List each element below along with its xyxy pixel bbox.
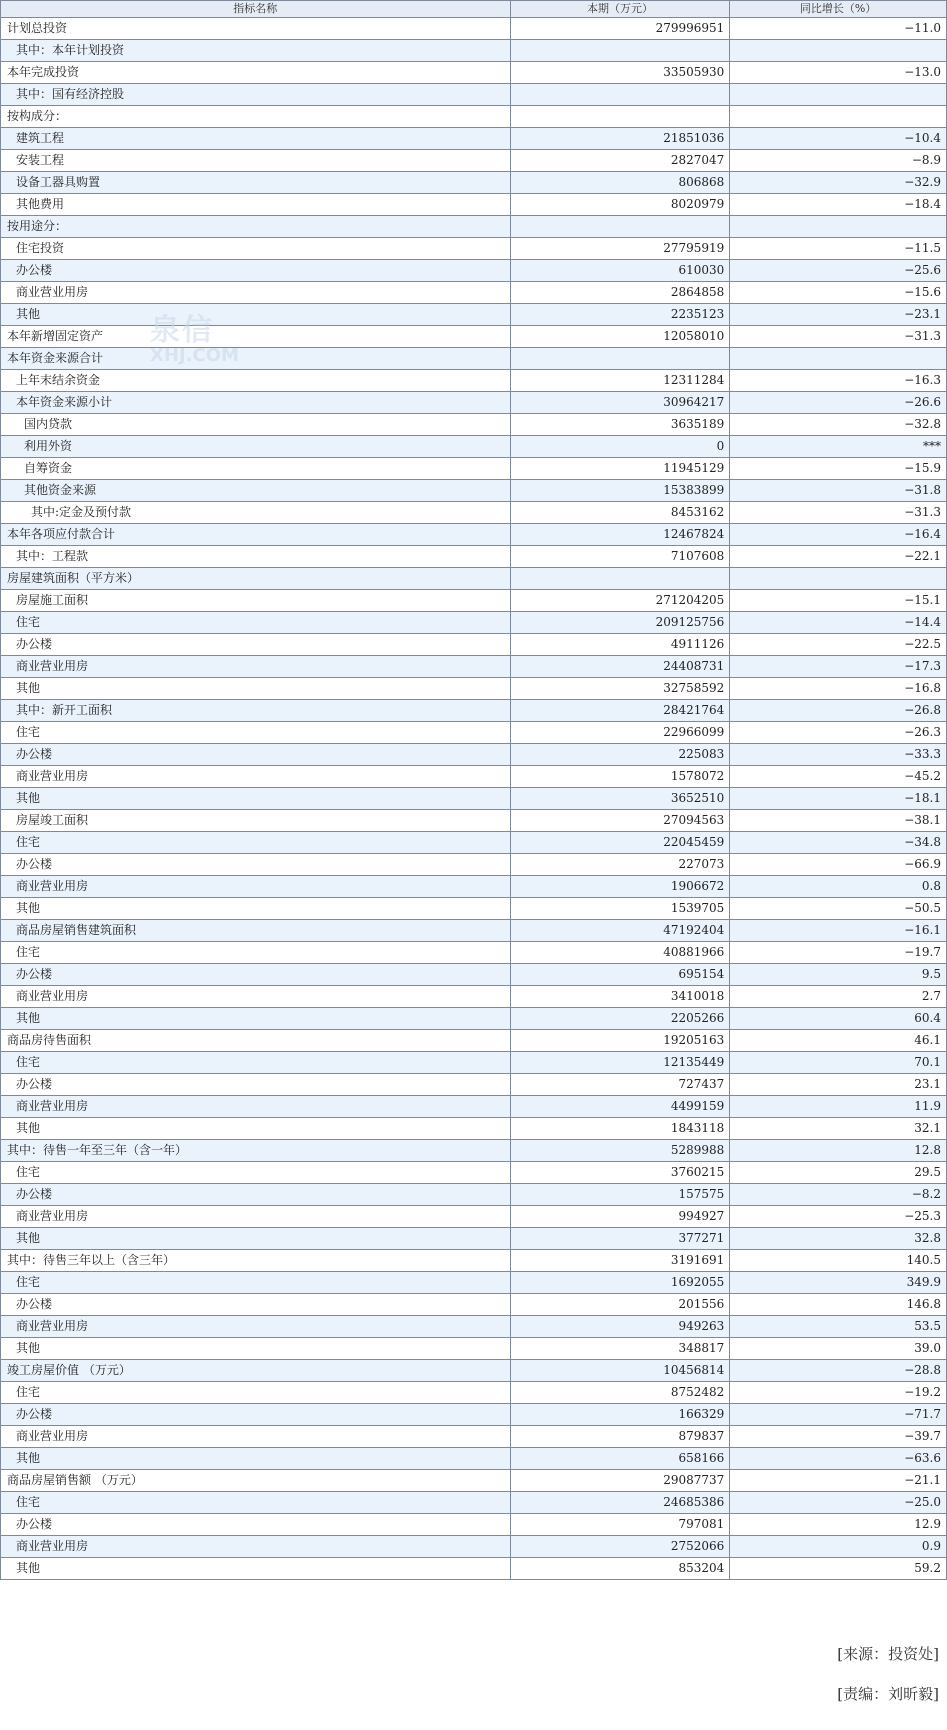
row-current-value: 12311284 <box>510 370 730 392</box>
row-yoy-growth: −15.1 <box>730 590 947 612</box>
row-yoy-growth: −11.0 <box>730 18 947 40</box>
row-yoy-growth: −31.3 <box>730 502 947 524</box>
table-row <box>1 62 947 84</box>
row-yoy-growth: −8.9 <box>730 150 947 172</box>
row-current-value: 8752482 <box>510 1382 730 1404</box>
row-indicator-name: 其中:定金及预付款 <box>1 502 511 524</box>
editor-note: [责编：刘昕毅] <box>837 1685 939 1703</box>
row-yoy-growth: −26.6 <box>730 392 947 414</box>
table-row <box>1 1492 947 1514</box>
table-row <box>1 766 947 788</box>
row-yoy-growth: −8.2 <box>730 1184 947 1206</box>
row-indicator-name: 其他 <box>1 1118 511 1140</box>
table-row <box>1 128 947 150</box>
table-row <box>1 1118 947 1140</box>
row-yoy-growth: −15.9 <box>730 458 947 480</box>
row-yoy-growth: −66.9 <box>730 854 947 876</box>
row-current-value: 271204205 <box>510 590 730 612</box>
row-yoy-growth: −21.1 <box>730 1470 947 1492</box>
table-row <box>1 106 947 128</box>
row-current-value <box>510 84 730 106</box>
row-yoy-growth: 12.9 <box>730 1514 947 1536</box>
table-row <box>1 810 947 832</box>
row-indicator-name: 住宅 <box>1 1052 511 1074</box>
table-row <box>1 1206 947 1228</box>
row-current-value: 279996951 <box>510 18 730 40</box>
row-yoy-growth: 70.1 <box>730 1052 947 1074</box>
row-yoy-growth: −16.8 <box>730 678 947 700</box>
table-row <box>1 282 947 304</box>
row-indicator-name: 住宅 <box>1 832 511 854</box>
row-indicator-name: 自筹资金 <box>1 458 511 480</box>
row-indicator-name: 办公楼 <box>1 1074 511 1096</box>
table-row <box>1 876 947 898</box>
row-indicator-name: 设备工器具购置 <box>1 172 511 194</box>
row-yoy-growth: −25.0 <box>730 1492 947 1514</box>
row-indicator-name: 其中：本年计划投资 <box>1 40 511 62</box>
row-current-value: 12135449 <box>510 1052 730 1074</box>
row-indicator-name: 其中：新开工面积 <box>1 700 511 722</box>
row-indicator-name: 办公楼 <box>1 1294 511 1316</box>
row-current-value: 4499159 <box>510 1096 730 1118</box>
table-row <box>1 898 947 920</box>
table-row <box>1 1184 947 1206</box>
row-yoy-growth: −18.1 <box>730 788 947 810</box>
row-current-value: 1539705 <box>510 898 730 920</box>
row-indicator-name: 其中：国有经济控股 <box>1 84 511 106</box>
row-indicator-name: 商业营业用房 <box>1 1206 511 1228</box>
row-yoy-growth: 349.9 <box>730 1272 947 1294</box>
table-header-row <box>1 1 947 18</box>
table-row <box>1 634 947 656</box>
table-row <box>1 216 947 238</box>
row-indicator-name: 本年资金来源小计 <box>1 392 511 414</box>
row-indicator-name: 商业营业用房 <box>1 1316 511 1338</box>
row-yoy-growth: 2.7 <box>730 986 947 1008</box>
row-current-value: 1578072 <box>510 766 730 788</box>
table-row <box>1 1096 947 1118</box>
row-current-value <box>510 106 730 128</box>
row-current-value: 2752066 <box>510 1536 730 1558</box>
row-current-value: 40881966 <box>510 942 730 964</box>
row-current-value: 2235123 <box>510 304 730 326</box>
watermark-line2: XHJ.COM <box>150 345 239 366</box>
row-yoy-growth: −15.6 <box>730 282 947 304</box>
row-indicator-name: 其他 <box>1 1008 511 1030</box>
table-row <box>1 1250 947 1272</box>
row-yoy-growth: 32.8 <box>730 1228 947 1250</box>
row-current-value: 853204 <box>510 1558 730 1580</box>
table-row <box>1 1382 947 1404</box>
row-current-value <box>510 216 730 238</box>
row-indicator-name: 其中：工程款 <box>1 546 511 568</box>
table-row <box>1 1052 947 1074</box>
row-indicator-name: 其他 <box>1 1448 511 1470</box>
row-current-value: 157575 <box>510 1184 730 1206</box>
row-yoy-growth: −71.7 <box>730 1404 947 1426</box>
row-current-value: 797081 <box>510 1514 730 1536</box>
row-indicator-name: 商业营业用房 <box>1 1426 511 1448</box>
row-current-value: 32758592 <box>510 678 730 700</box>
row-yoy-growth: 60.4 <box>730 1008 947 1030</box>
row-current-value: 3410018 <box>510 986 730 1008</box>
row-yoy-growth: −26.3 <box>730 722 947 744</box>
row-current-value: 3635189 <box>510 414 730 436</box>
row-indicator-name: 本年各项应付款合计 <box>1 524 511 546</box>
row-indicator-name: 按用途分： <box>1 216 511 238</box>
row-yoy-growth: −22.1 <box>730 546 947 568</box>
table-row <box>1 260 947 282</box>
table-row <box>1 1316 947 1338</box>
row-yoy-growth: −26.8 <box>730 700 947 722</box>
table-row <box>1 458 947 480</box>
header-indicator-name: 指标名称 <box>1 1 511 18</box>
row-indicator-name: 上年末结余资金 <box>1 370 511 392</box>
table-row <box>1 348 947 370</box>
watermark-line1: 泉信 <box>150 313 214 348</box>
table-row <box>1 172 947 194</box>
table-row <box>1 304 947 326</box>
row-indicator-name: 本年完成投资 <box>1 62 511 84</box>
row-indicator-name: 房屋建筑面积（平方米） <box>1 568 511 590</box>
row-indicator-name: 计划总投资 <box>1 18 511 40</box>
table-row <box>1 1162 947 1184</box>
table-row <box>1 1558 947 1580</box>
row-indicator-name: 商业营业用房 <box>1 1096 511 1118</box>
table-row <box>1 436 947 458</box>
row-yoy-growth: 46.1 <box>730 1030 947 1052</box>
row-indicator-name: 办公楼 <box>1 744 511 766</box>
row-current-value: 1906672 <box>510 876 730 898</box>
row-current-value: 879837 <box>510 1426 730 1448</box>
table-row <box>1 1008 947 1030</box>
row-indicator-name: 房屋施工面积 <box>1 590 511 612</box>
row-current-value: 166329 <box>510 1404 730 1426</box>
row-yoy-growth: −22.5 <box>730 634 947 656</box>
row-indicator-name: 办公楼 <box>1 854 511 876</box>
row-current-value: 12058010 <box>510 326 730 348</box>
row-indicator-name: 房屋竣工面积 <box>1 810 511 832</box>
row-current-value: 2205266 <box>510 1008 730 1030</box>
row-current-value: 3191691 <box>510 1250 730 1272</box>
row-yoy-growth <box>730 216 947 238</box>
table-row <box>1 1228 947 1250</box>
table-row <box>1 524 947 546</box>
row-yoy-growth: −39.7 <box>730 1426 947 1448</box>
row-indicator-name: 其他资金来源 <box>1 480 511 502</box>
row-indicator-name: 住宅 <box>1 612 511 634</box>
table-row <box>1 832 947 854</box>
table-row <box>1 656 947 678</box>
row-yoy-growth: −32.8 <box>730 414 947 436</box>
table-row <box>1 1426 947 1448</box>
row-indicator-name: 办公楼 <box>1 1404 511 1426</box>
row-current-value: 806868 <box>510 172 730 194</box>
row-indicator-name: 住宅 <box>1 1162 511 1184</box>
table-row <box>1 150 947 172</box>
row-indicator-name: 商业营业用房 <box>1 1536 511 1558</box>
table-row <box>1 84 947 106</box>
row-current-value: 11945129 <box>510 458 730 480</box>
row-yoy-growth: 12.8 <box>730 1140 947 1162</box>
row-yoy-growth: −11.5 <box>730 238 947 260</box>
table-row <box>1 392 947 414</box>
row-indicator-name: 建筑工程 <box>1 128 511 150</box>
row-yoy-growth <box>730 40 947 62</box>
row-current-value: 27094563 <box>510 810 730 832</box>
table-row <box>1 1030 947 1052</box>
row-yoy-growth: *** <box>730 436 947 458</box>
row-indicator-name: 其他 <box>1 898 511 920</box>
row-yoy-growth <box>730 106 947 128</box>
table-row <box>1 744 947 766</box>
row-indicator-name: 其他 <box>1 678 511 700</box>
row-current-value: 22966099 <box>510 722 730 744</box>
table-row <box>1 18 947 40</box>
row-yoy-growth: 11.9 <box>730 1096 947 1118</box>
row-yoy-growth: −34.8 <box>730 832 947 854</box>
table-row <box>1 854 947 876</box>
row-indicator-name: 按构成分： <box>1 106 511 128</box>
table-body <box>1 18 947 1580</box>
row-current-value: 377271 <box>510 1228 730 1250</box>
row-current-value: 201556 <box>510 1294 730 1316</box>
row-indicator-name: 办公楼 <box>1 1184 511 1206</box>
table-row <box>1 414 947 436</box>
row-yoy-growth: 59.2 <box>730 1558 947 1580</box>
row-current-value: 22045459 <box>510 832 730 854</box>
row-indicator-name: 商业营业用房 <box>1 656 511 678</box>
table-row <box>1 194 947 216</box>
row-current-value: 28421764 <box>510 700 730 722</box>
row-current-value: 610030 <box>510 260 730 282</box>
row-indicator-name: 其他 <box>1 304 511 326</box>
row-indicator-name: 商业营业用房 <box>1 766 511 788</box>
row-indicator-name: 其他 <box>1 1558 511 1580</box>
row-current-value: 5289988 <box>510 1140 730 1162</box>
row-current-value: 658166 <box>510 1448 730 1470</box>
row-yoy-growth: −16.1 <box>730 920 947 942</box>
row-indicator-name: 商品房待售面积 <box>1 1030 511 1052</box>
row-current-value: 29087737 <box>510 1470 730 1492</box>
row-yoy-growth: −17.3 <box>730 656 947 678</box>
row-current-value: 24685386 <box>510 1492 730 1514</box>
table-row <box>1 1360 947 1382</box>
row-indicator-name: 住宅 <box>1 942 511 964</box>
row-current-value: 727437 <box>510 1074 730 1096</box>
row-current-value: 8020979 <box>510 194 730 216</box>
table-row <box>1 1272 947 1294</box>
row-yoy-growth: −18.4 <box>730 194 947 216</box>
row-indicator-name: 办公楼 <box>1 964 511 986</box>
row-yoy-growth <box>730 348 947 370</box>
row-yoy-growth: −16.3 <box>730 370 947 392</box>
row-yoy-growth: 140.5 <box>730 1250 947 1272</box>
row-indicator-name: 商业营业用房 <box>1 876 511 898</box>
row-yoy-growth: −32.9 <box>730 172 947 194</box>
row-yoy-growth: −19.2 <box>730 1382 947 1404</box>
row-indicator-name: 商业营业用房 <box>1 986 511 1008</box>
row-current-value: 21851036 <box>510 128 730 150</box>
table-row <box>1 722 947 744</box>
row-current-value: 209125756 <box>510 612 730 634</box>
row-yoy-growth: −63.6 <box>730 1448 947 1470</box>
row-yoy-growth: 29.5 <box>730 1162 947 1184</box>
row-indicator-name: 本年资金来源合计 <box>1 348 511 370</box>
table-row <box>1 238 947 260</box>
row-yoy-growth: −38.1 <box>730 810 947 832</box>
row-current-value: 949263 <box>510 1316 730 1338</box>
row-yoy-growth: 0.9 <box>730 1536 947 1558</box>
row-yoy-growth: −25.6 <box>730 260 947 282</box>
row-indicator-name: 办公楼 <box>1 1514 511 1536</box>
row-yoy-growth: −31.3 <box>730 326 947 348</box>
table-row <box>1 1536 947 1558</box>
row-current-value: 24408731 <box>510 656 730 678</box>
row-yoy-growth: −25.3 <box>730 1206 947 1228</box>
row-yoy-growth: −23.1 <box>730 304 947 326</box>
row-current-value: 1692055 <box>510 1272 730 1294</box>
row-yoy-growth: −10.4 <box>730 128 947 150</box>
row-current-value: 695154 <box>510 964 730 986</box>
table-row <box>1 480 947 502</box>
row-yoy-growth: −19.7 <box>730 942 947 964</box>
table-row <box>1 1338 947 1360</box>
table-row <box>1 1294 947 1316</box>
row-current-value: 2827047 <box>510 150 730 172</box>
row-indicator-name: 本年新增固定资产 <box>1 326 511 348</box>
row-current-value: 8453162 <box>510 502 730 524</box>
row-current-value: 4911126 <box>510 634 730 656</box>
row-yoy-growth: 39.0 <box>730 1338 947 1360</box>
row-yoy-growth: −14.4 <box>730 612 947 634</box>
row-indicator-name: 办公楼 <box>1 260 511 282</box>
row-current-value: 227073 <box>510 854 730 876</box>
row-indicator-name: 住宅 <box>1 1272 511 1294</box>
row-indicator-name: 其他费用 <box>1 194 511 216</box>
row-yoy-growth <box>730 84 947 106</box>
row-current-value: 0 <box>510 436 730 458</box>
table-row <box>1 568 947 590</box>
row-indicator-name: 商业营业用房 <box>1 282 511 304</box>
row-indicator-name: 住宅 <box>1 722 511 744</box>
row-indicator-name: 国内贷款 <box>1 414 511 436</box>
row-indicator-name: 其他 <box>1 1228 511 1250</box>
table-row <box>1 40 947 62</box>
table-row <box>1 546 947 568</box>
row-yoy-growth: −33.3 <box>730 744 947 766</box>
table-row <box>1 964 947 986</box>
table-row <box>1 1074 947 1096</box>
row-current-value: 1843118 <box>510 1118 730 1140</box>
row-yoy-growth: 32.1 <box>730 1118 947 1140</box>
row-current-value <box>510 40 730 62</box>
table-row <box>1 678 947 700</box>
row-current-value: 10456814 <box>510 1360 730 1382</box>
row-indicator-name: 竣工房屋价值 （万元） <box>1 1360 511 1382</box>
row-current-value: 33505930 <box>510 62 730 84</box>
row-current-value: 348817 <box>510 1338 730 1360</box>
row-yoy-growth: −13.0 <box>730 62 947 84</box>
row-current-value: 47192404 <box>510 920 730 942</box>
row-yoy-growth: −31.8 <box>730 480 947 502</box>
row-current-value <box>510 568 730 590</box>
row-current-value: 30964217 <box>510 392 730 414</box>
row-current-value: 12467824 <box>510 524 730 546</box>
row-indicator-name: 利用外资 <box>1 436 511 458</box>
table-row <box>1 920 947 942</box>
row-yoy-growth: 9.5 <box>730 964 947 986</box>
row-indicator-name: 安装工程 <box>1 150 511 172</box>
row-current-value: 27795919 <box>510 238 730 260</box>
row-yoy-growth: −28.8 <box>730 1360 947 1382</box>
row-current-value: 15383899 <box>510 480 730 502</box>
header-yoy-growth: 同比增长（%） <box>730 1 947 18</box>
row-indicator-name: 住宅投资 <box>1 238 511 260</box>
row-yoy-growth: −16.4 <box>730 524 947 546</box>
table-row <box>1 326 947 348</box>
table-row <box>1 502 947 524</box>
table-row <box>1 788 947 810</box>
row-current-value: 19205163 <box>510 1030 730 1052</box>
row-indicator-name: 其中：待售一年至三年（含一年） <box>1 1140 511 1162</box>
table-row <box>1 1140 947 1162</box>
row-current-value: 3760215 <box>510 1162 730 1184</box>
row-current-value: 3652510 <box>510 788 730 810</box>
source-note: [来源：投资处] <box>837 1645 939 1663</box>
table-row <box>1 612 947 634</box>
row-indicator-name: 住宅 <box>1 1382 511 1404</box>
row-current-value: 994927 <box>510 1206 730 1228</box>
header-current-value: 本期（万元） <box>510 1 730 18</box>
table-row <box>1 1448 947 1470</box>
row-indicator-name: 商品房屋销售建筑面积 <box>1 920 511 942</box>
row-yoy-growth: 53.5 <box>730 1316 947 1338</box>
table-row <box>1 986 947 1008</box>
row-yoy-growth: 23.1 <box>730 1074 947 1096</box>
table-row <box>1 942 947 964</box>
table-row <box>1 1404 947 1426</box>
row-current-value: 7107608 <box>510 546 730 568</box>
row-current-value: 2864858 <box>510 282 730 304</box>
row-yoy-growth: 0.8 <box>730 876 947 898</box>
table-row <box>1 370 947 392</box>
row-indicator-name: 其他 <box>1 788 511 810</box>
row-yoy-growth: 146.8 <box>730 1294 947 1316</box>
row-yoy-growth: −45.2 <box>730 766 947 788</box>
row-current-value <box>510 348 730 370</box>
table-row <box>1 1470 947 1492</box>
table-row <box>1 1514 947 1536</box>
row-indicator-name: 其中：待售三年以上（含三年） <box>1 1250 511 1272</box>
row-indicator-name: 住宅 <box>1 1492 511 1514</box>
row-current-value: 225083 <box>510 744 730 766</box>
table-row <box>1 590 947 612</box>
row-indicator-name: 办公楼 <box>1 634 511 656</box>
row-indicator-name: 商品房屋销售额 （万元） <box>1 1470 511 1492</box>
table-row <box>1 700 947 722</box>
row-yoy-growth <box>730 568 947 590</box>
row-indicator-name: 其他 <box>1 1338 511 1360</box>
row-yoy-growth: −50.5 <box>730 898 947 920</box>
